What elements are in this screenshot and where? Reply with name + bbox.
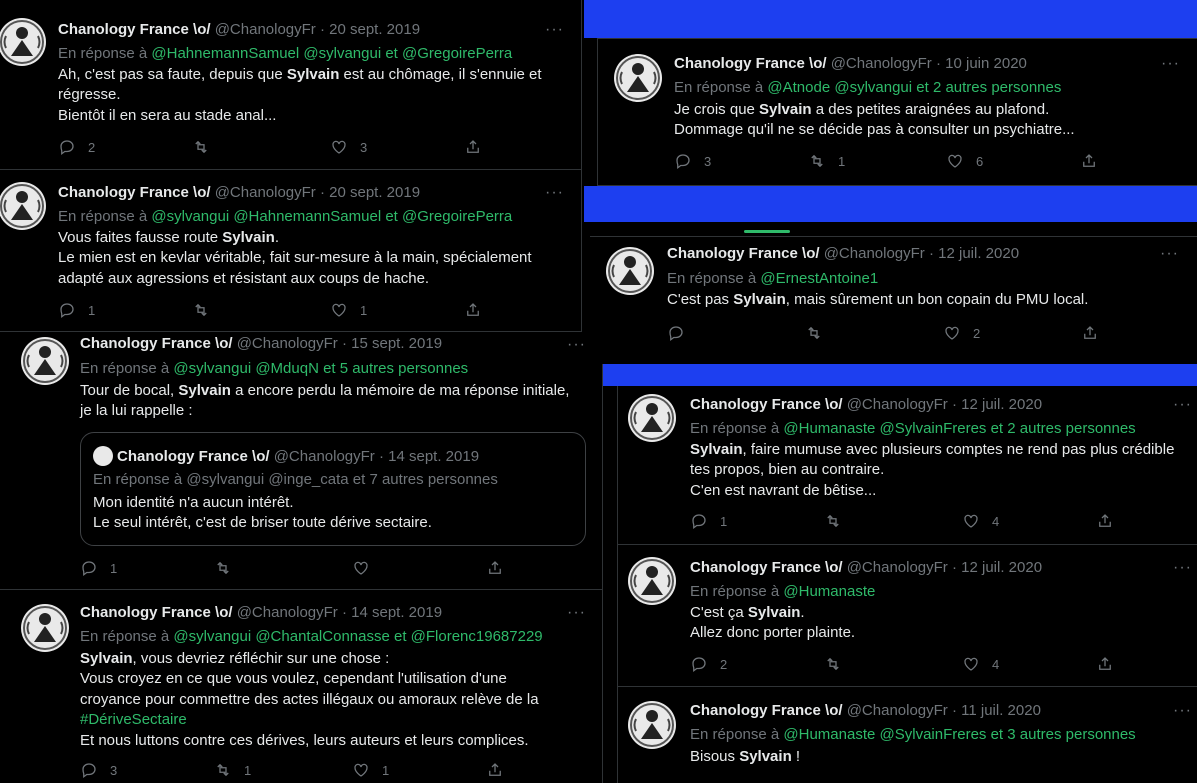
more-options-icon[interactable]: ··· <box>1161 55 1180 72</box>
action-bar <box>80 559 510 579</box>
blue-banner-bottom <box>584 364 1197 386</box>
reply-context <box>80 627 543 647</box>
action-bar <box>58 138 488 158</box>
screenshot-panel-right-middle <box>590 222 1197 364</box>
reply-prefix: En réponse à <box>80 628 170 645</box>
like-button[interactable] <box>352 559 382 577</box>
like-count: 6 <box>976 153 984 169</box>
avatar[interactable] <box>628 701 676 749</box>
reply-icon <box>674 152 692 170</box>
handle-date[interactable]: @ChanologyFr · 14 sept. 2019 <box>236 604 443 621</box>
mentions[interactable]: @Humanaste <box>783 583 876 600</box>
text-span: Tour de bocal, <box>80 382 179 399</box>
tweet-text <box>80 649 539 751</box>
reply-button[interactable] <box>58 138 95 156</box>
text-line: Le mien est en kevlar véritable, fait sur-mesure à la main, spécialement <box>58 249 532 267</box>
reply-context <box>690 582 875 602</box>
mentions[interactable]: @Atnode @sylvangui et 2 autres personnes <box>767 79 1062 96</box>
avatar[interactable] <box>628 394 676 442</box>
bold-name: Sylvain <box>286 66 340 83</box>
share-icon <box>1096 655 1114 673</box>
anonymous-mask-icon <box>21 337 69 385</box>
text-line: C'en est navrant de bêtise... <box>690 481 877 499</box>
reply-prefix: En réponse à <box>58 208 148 225</box>
heart-icon <box>943 324 961 342</box>
retweet-icon <box>192 138 210 156</box>
tweet[interactable] <box>0 0 582 170</box>
tweet-text <box>690 747 800 767</box>
tweet[interactable] <box>0 170 582 332</box>
text-line: Mon identité n'a aucun intérêt. <box>93 494 294 511</box>
like-button[interactable] <box>962 655 999 673</box>
display-name[interactable]: Chanology France \o/ <box>690 396 843 413</box>
like-count: 4 <box>992 656 1000 672</box>
green-indicator-bar <box>744 230 790 233</box>
avatar[interactable] <box>628 557 676 605</box>
reply-prefix: En réponse à <box>690 726 780 743</box>
reply-prefix: En réponse à <box>690 420 780 437</box>
tweet-text <box>667 290 1088 310</box>
bold-name: Sylvain <box>222 229 275 246</box>
quote-avatar <box>93 446 113 466</box>
screenshot-panel-right-top <box>597 38 1197 186</box>
tweet-header <box>58 20 420 40</box>
more-options-icon[interactable]: ··· <box>545 21 564 38</box>
screenshot-panel-right-bottom <box>617 386 1197 783</box>
text-span: , faire mumuse avec plusieurs comptes ne rend pas plus crédible <box>742 441 1175 458</box>
share-button[interactable] <box>1096 655 1114 673</box>
heart-icon <box>962 512 980 530</box>
action-bar <box>690 512 1120 532</box>
reply-icon <box>690 655 708 673</box>
avatar[interactable] <box>21 604 69 652</box>
like-button[interactable] <box>943 324 980 342</box>
like-button[interactable] <box>330 301 367 319</box>
text-line: Dommage qu'il ne se décide pas à consulter un psychiatre... <box>674 121 1075 139</box>
display-name[interactable]: Chanology France \o/ <box>58 21 211 38</box>
tweet[interactable] <box>618 687 1197 783</box>
retweet-icon <box>192 301 210 319</box>
retweet-icon <box>824 512 842 530</box>
bold-name: Sylvain <box>178 382 231 399</box>
tweet-header <box>690 395 1042 415</box>
text-span: Je crois que <box>674 101 760 118</box>
text-line: Bientôt il en sera au stade anal... <box>58 106 277 124</box>
text-line: croyance pour commettre des actes illégaux ou amoraux relève de la <box>80 690 539 708</box>
text-line: tes propos, bien au contraire. <box>690 461 885 479</box>
reply-count: 1 <box>110 560 118 576</box>
anonymous-mask-icon <box>628 557 676 605</box>
handle-date[interactable]: @ChanologyFr · 11 juil. 2020 <box>846 702 1041 719</box>
heart-icon <box>330 301 348 319</box>
display-name[interactable]: Chanology France \o/ <box>80 604 233 621</box>
share-button[interactable] <box>464 138 482 156</box>
retweet-icon <box>824 655 842 673</box>
text-span: C'est pas <box>667 291 734 308</box>
text-line: Allez donc porter plainte. <box>690 624 856 642</box>
retweet-icon <box>214 761 232 779</box>
share-button[interactable] <box>486 761 504 779</box>
mentions[interactable]: @sylvangui @HahnemannSamuel et @GregoirePerra <box>151 208 513 225</box>
more-options-icon[interactable]: ··· <box>1173 396 1192 413</box>
display-name[interactable]: Chanology France \o/ <box>674 55 827 72</box>
like-count: 3 <box>360 139 368 155</box>
quote-header <box>93 446 479 467</box>
action-bar <box>667 324 1097 344</box>
reply-prefix: En réponse à <box>690 583 780 600</box>
heart-icon <box>946 152 964 170</box>
share-button[interactable] <box>486 559 504 577</box>
text-line: Vous croyez en ce que vous voulez, cependant l'utilisation d'une <box>80 670 507 688</box>
tweet-text <box>690 603 855 644</box>
heart-icon <box>962 655 980 673</box>
like-button[interactable] <box>946 152 983 170</box>
heart-icon <box>330 138 348 156</box>
tweet-text <box>690 440 1174 501</box>
more-options-icon[interactable]: ··· <box>567 336 586 353</box>
mentions[interactable]: @ErnestAntoine1 <box>760 270 879 287</box>
display-name[interactable]: Chanology France \o/ <box>667 245 820 262</box>
share-icon <box>1080 152 1098 170</box>
reply-icon <box>667 324 685 342</box>
reply-button[interactable] <box>80 559 117 577</box>
retweet-button[interactable] <box>214 761 251 779</box>
more-options-icon[interactable]: ··· <box>1160 245 1179 262</box>
reply-icon <box>690 512 708 530</box>
tweet[interactable] <box>618 386 1197 544</box>
bold-name: Sylvain <box>747 604 801 621</box>
bold-name: Sylvain <box>80 650 133 667</box>
reply-count: 2 <box>720 656 728 672</box>
text-span: Ah, c'est pas sa faute, depuis que <box>58 66 287 83</box>
more-options-icon[interactable]: ··· <box>545 184 564 201</box>
text-span: , vous devriez réfléchir sur une chose : <box>132 650 390 667</box>
bold-name: Sylvain <box>739 748 792 765</box>
reply-button[interactable] <box>690 655 727 673</box>
display-name[interactable]: Chanology France \o/ <box>58 184 211 201</box>
text-span: ! <box>791 748 801 765</box>
heart-icon <box>352 559 370 577</box>
reply-prefix: En réponse à <box>667 270 757 287</box>
reply-count: 2 <box>88 139 96 155</box>
handle-date[interactable]: @ChanologyFr · 20 sept. 2019 <box>214 21 421 38</box>
text-span: a des petites araignées au plafond. <box>811 101 1050 118</box>
tweet-text <box>80 381 569 422</box>
share-icon <box>1096 512 1114 530</box>
retweet-button[interactable] <box>824 512 854 530</box>
text-span: . <box>800 604 805 621</box>
anonymous-mask-icon <box>0 18 46 66</box>
tweet[interactable] <box>590 237 1197 364</box>
more-options-icon[interactable]: ··· <box>1173 702 1192 719</box>
retweet-button[interactable] <box>805 324 835 342</box>
avatar[interactable] <box>0 18 46 66</box>
handle-date: @ChanologyFr · 14 sept. 2019 <box>273 448 480 465</box>
screenshot-panel-left-bottom <box>0 333 603 783</box>
reply-context <box>690 419 1136 439</box>
reply-count: 3 <box>704 153 712 169</box>
text-span: est au chômage, il s'ennuie et <box>339 66 542 83</box>
reply-context <box>58 44 512 64</box>
reply-context <box>80 359 468 379</box>
bold-name: Sylvain <box>759 101 812 118</box>
reply-button[interactable] <box>58 301 95 319</box>
like-count: 1 <box>360 302 368 318</box>
retweet-button[interactable] <box>192 138 222 156</box>
tweet-header <box>667 244 1019 264</box>
action-bar <box>58 301 488 321</box>
handle-date[interactable]: @ChanologyFr · 20 sept. 2019 <box>214 184 421 201</box>
retweet-icon <box>214 559 232 577</box>
retweet-button[interactable] <box>808 152 845 170</box>
quote-reply-context: En réponse à @sylvangui @inge_cata et 7 autres personnes <box>93 471 498 488</box>
tweet-header <box>674 54 1027 74</box>
reply-icon <box>80 761 98 779</box>
reply-button[interactable] <box>674 152 711 170</box>
reply-count: 3 <box>110 762 118 778</box>
display-name: Chanology France \o/ <box>117 448 270 465</box>
text-span: Vous faites fausse route <box>58 229 223 246</box>
tweet[interactable] <box>618 545 1197 686</box>
anonymous-mask-icon <box>606 247 654 295</box>
more-options-icon[interactable]: ··· <box>1173 559 1192 576</box>
tweet-text <box>674 100 1075 141</box>
like-button[interactable] <box>352 761 389 779</box>
handle-date[interactable]: @ChanologyFr · 12 juil. 2020 <box>846 396 1043 413</box>
bold-name: Sylvain <box>690 441 743 458</box>
reply-context <box>690 725 1136 745</box>
reply-icon <box>58 138 76 156</box>
share-icon <box>486 559 504 577</box>
display-name[interactable]: Chanology France \o/ <box>690 702 843 719</box>
tweet[interactable] <box>598 39 1197 186</box>
mentions[interactable]: @Humanaste @SylvainFreres et 3 autres personnes <box>783 726 1136 743</box>
reply-context <box>667 269 878 289</box>
reply-icon <box>80 559 98 577</box>
heart-icon <box>352 761 370 779</box>
share-button[interactable] <box>1096 512 1114 530</box>
mentions[interactable]: @Humanaste @SylvainFreres et 2 autres personnes <box>783 420 1136 437</box>
text-line: Le seul intérêt, c'est de briser toute dérive sectaire. <box>93 514 432 532</box>
text-span: Bisous <box>690 748 740 765</box>
anonymous-mask-icon <box>628 394 676 442</box>
avatar[interactable] <box>606 247 654 295</box>
like-button[interactable] <box>330 138 367 156</box>
tweet-header <box>690 701 1041 721</box>
quote-text <box>93 493 432 534</box>
more-options-icon[interactable]: ··· <box>567 604 586 621</box>
like-count: 4 <box>992 513 1000 529</box>
retweet-count: 1 <box>838 153 846 169</box>
reply-context <box>58 207 512 227</box>
reply-prefix: En réponse à <box>674 79 764 96</box>
like-count: 2 <box>973 325 981 341</box>
text-span: a encore perdu la mémoire de ma réponse initiale, <box>230 382 570 399</box>
retweet-button[interactable] <box>192 301 222 319</box>
text-line: adapté aux agressions et résistant aux coups de hache. <box>58 269 430 287</box>
action-bar <box>80 761 510 781</box>
like-count: 1 <box>382 762 390 778</box>
tweet-header <box>58 183 420 203</box>
mentions[interactable]: @sylvangui @MduqN et 5 autres personnes <box>173 360 469 377</box>
share-icon <box>464 301 482 319</box>
reply-button[interactable] <box>690 512 727 530</box>
avatar[interactable] <box>614 54 662 102</box>
reply-button[interactable] <box>667 324 697 342</box>
reply-context <box>674 78 1061 98</box>
text-span: , mais sûrement un bon copain du PMU local. <box>785 291 1089 308</box>
display-name[interactable]: Chanology France \o/ <box>690 559 843 576</box>
share-icon <box>464 138 482 156</box>
retweet-button[interactable] <box>214 559 244 577</box>
reply-prefix: En réponse à <box>80 360 170 377</box>
action-bar <box>690 655 1120 675</box>
share-button[interactable] <box>1080 152 1098 170</box>
text-line: je la lui rappelle : <box>80 402 193 420</box>
tweet-header <box>690 558 1042 578</box>
like-button[interactable] <box>962 512 999 530</box>
tweet[interactable] <box>0 333 603 589</box>
action-bar <box>674 152 1104 172</box>
reply-count: 1 <box>88 302 96 318</box>
handle-date[interactable]: @ChanologyFr · 12 juil. 2020 <box>846 559 1043 576</box>
handle-date[interactable]: @ChanologyFr · 10 juin 2020 <box>830 55 1027 72</box>
anonymous-mask-icon <box>0 182 46 230</box>
reply-icon <box>58 301 76 319</box>
retweet-button[interactable] <box>824 655 854 673</box>
quoted-tweet[interactable] <box>80 432 586 546</box>
share-icon <box>1081 324 1099 342</box>
reply-prefix: En réponse à <box>58 45 148 62</box>
anonymous-mask-icon <box>628 701 676 749</box>
bold-name: Sylvain <box>733 291 786 308</box>
share-icon <box>486 761 504 779</box>
reply-button[interactable] <box>80 761 117 779</box>
reply-count: 1 <box>720 513 728 529</box>
handle-date[interactable]: @ChanologyFr · 12 juil. 2020 <box>823 245 1020 262</box>
screenshot-panel-left-top <box>0 0 582 332</box>
tweet[interactable] <box>0 590 603 783</box>
tweet-text <box>58 65 542 126</box>
text-span: C'est ça <box>690 604 748 621</box>
blue-banner-top <box>584 0 1197 38</box>
hashtag-link[interactable]: #DériveSectaire <box>80 711 187 729</box>
share-button[interactable] <box>1081 324 1099 342</box>
avatar[interactable] <box>21 337 69 385</box>
display-name[interactable]: Chanology France \o/ <box>80 335 233 352</box>
retweet-icon <box>805 324 823 342</box>
anonymous-mask-icon <box>614 54 662 102</box>
mentions[interactable]: @HahnemannSamuel @sylvangui et @GregoirePerra <box>151 45 513 62</box>
text-span: . <box>274 229 279 246</box>
mentions[interactable]: @sylvangui @ChantalConnasse et @Florenc19687229 <box>173 628 543 645</box>
anonymous-mask-icon <box>21 604 69 652</box>
avatar[interactable] <box>0 182 46 230</box>
tweet-text <box>58 228 532 289</box>
text-line: régresse. <box>58 86 121 104</box>
tweet-header <box>80 603 442 623</box>
share-button[interactable] <box>464 301 482 319</box>
retweet-count: 1 <box>244 762 252 778</box>
handle-date[interactable]: @ChanologyFr · 15 sept. 2019 <box>236 335 443 352</box>
blue-banner-middle <box>584 186 1197 222</box>
tweet-header <box>80 334 442 354</box>
text-line: Et nous luttons contre ces dérives, leurs auteurs et leurs complices. <box>80 731 529 749</box>
retweet-icon <box>808 152 826 170</box>
